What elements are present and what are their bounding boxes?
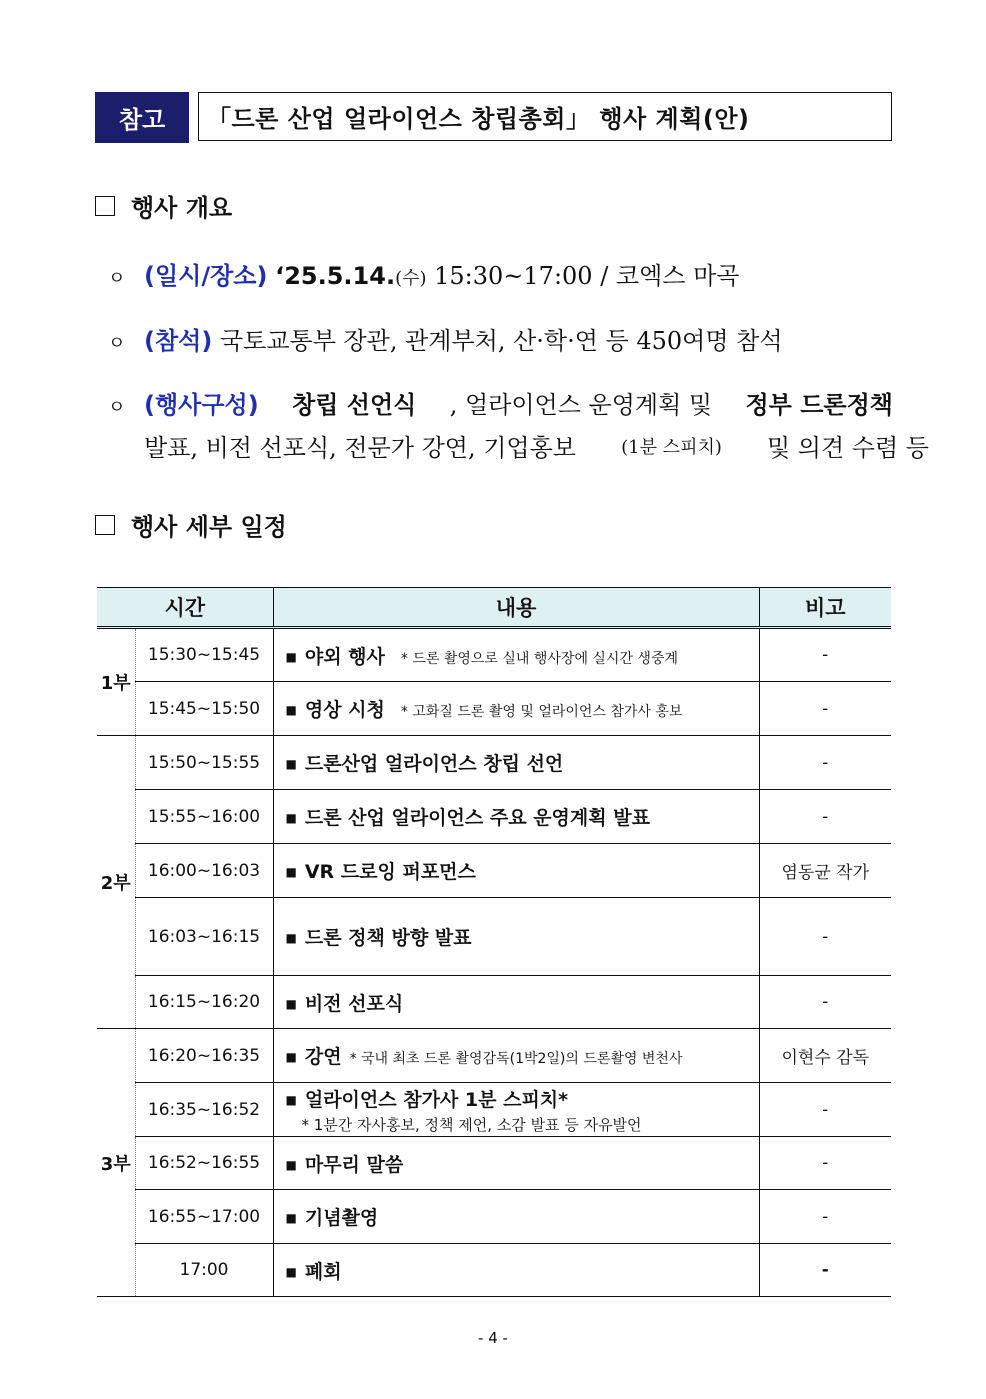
program-line-1 [108, 385, 893, 428]
attend-label: (참석) [144, 327, 213, 355]
section-overview-title: 행사 개요 [131, 194, 233, 222]
item-sub: * 1분간 자사홍보, 정책 제언, 소감 발표 등 자유발언 [301, 1115, 642, 1134]
item-title: 얼라이언스 참가사 1분 스피치* [304, 1088, 569, 1111]
time-cell: 16:52~16:55 [135, 1137, 273, 1190]
content-cell [273, 844, 759, 898]
checkbox-square-icon [95, 515, 115, 535]
content-cell [273, 790, 759, 844]
datetime-label: (일시/장소) [144, 262, 268, 290]
table-row [97, 736, 891, 790]
square-bullet-icon: ■ [285, 649, 297, 664]
time-cell: 15:45~15:50 [135, 682, 273, 736]
note-cell: - [759, 976, 891, 1029]
program-line2-c: 및 의견 수렴 등 [766, 434, 929, 462]
bullet-datetime [108, 256, 739, 299]
square-bullet-icon: ■ [285, 1264, 297, 1279]
program-line2-a: 발표, 비전 선포식, 전문가 강연, 기업홍보 [144, 434, 576, 462]
note-cell: - [759, 1190, 891, 1244]
header-time: 시간 [97, 588, 273, 628]
square-bullet-icon: ■ [285, 931, 297, 945]
content-cell [273, 976, 759, 1029]
reference-tag: 참고 [95, 92, 189, 143]
table-row [97, 976, 891, 1029]
bullet-attend [108, 321, 783, 364]
page-number: - 4 - [478, 1329, 508, 1347]
time-cell: 16:03~16:15 [135, 898, 273, 976]
program-bold-1: 창립 선언식 [292, 391, 417, 419]
note-cell: - [759, 1244, 891, 1297]
table-row [97, 898, 891, 976]
item-sub: * 국내 최초 드론 촬영감독(1박2일)의 드론촬영 변천사 [349, 1051, 683, 1067]
time-cell: 16:55~17:00 [135, 1190, 273, 1244]
square-bullet-icon: ■ [285, 996, 297, 1011]
circle-bullet-icon: ㅇ [108, 333, 126, 354]
time-cell: 16:20~16:35 [135, 1029, 273, 1083]
item-title: 폐회 [304, 1260, 342, 1283]
item-title: 영상 시청 [304, 699, 385, 721]
table-row [97, 682, 891, 736]
program-line2-b: (1분 스피치) [621, 437, 722, 458]
item-sub: * 고화질 드론 촬영 및 얼라이언스 참가사 홍보 [400, 704, 683, 720]
item-sub: * 드론 촬영으로 실내 행사장에 실시간 생중계 [400, 650, 679, 667]
item-title: 드론 정책 방향 발표 [304, 927, 472, 949]
item-title: VR 드로잉 퍼포먼스 [304, 861, 476, 883]
attend-value: 국토교통부 장관, 관계부처, 산·학·연 등 450여명 참석 [219, 327, 783, 355]
table-row [97, 1029, 891, 1083]
note-cell: 이현수 감독 [759, 1029, 891, 1083]
checkbox-square-icon [95, 196, 115, 216]
note-cell: - [759, 682, 891, 736]
content-cell [273, 1244, 759, 1297]
square-bullet-icon: ■ [285, 811, 297, 825]
circle-bullet-icon: ㅇ [108, 268, 126, 289]
header-content: 내용 [273, 588, 759, 628]
section-schedule-title: 행사 세부 일정 [131, 513, 287, 541]
note-cell: - [759, 898, 891, 976]
document-title: 「드론 산업 얼라이언스 창립총회」 행사 계획(안) [198, 92, 892, 141]
datetime-date: ‘25.5.14. [275, 262, 396, 290]
content-cell [273, 736, 759, 790]
square-bullet-icon: ■ [285, 865, 297, 879]
item-title: 드론산업 얼라이언스 창립 선언 [304, 753, 564, 775]
time-cell: 16:15~16:20 [135, 976, 273, 1029]
square-bullet-icon: ■ [285, 1211, 297, 1225]
table-row [97, 1137, 891, 1190]
table-row [97, 1244, 891, 1297]
item-title: 비전 선포식 [304, 992, 404, 1015]
note-cell: - [759, 1137, 891, 1190]
part-label: 2부 [97, 736, 135, 1029]
datetime-weekday: (수) [395, 268, 427, 289]
content-cell [273, 1083, 759, 1137]
program-bold-2: 정부 드론정책 [745, 391, 893, 419]
section-schedule [95, 507, 287, 542]
square-bullet-icon: ■ [285, 1050, 297, 1064]
content-cell [273, 1190, 759, 1244]
schedule-table [97, 587, 891, 1297]
note-cell: - [759, 1083, 891, 1137]
square-bullet-icon: ■ [285, 757, 297, 771]
table-row [97, 628, 891, 682]
note-cell: 염동균 작가 [759, 844, 891, 898]
time-cell: 15:30~15:45 [135, 628, 273, 682]
section-overview [95, 188, 232, 223]
item-title: 야외 행사 [304, 645, 385, 668]
program-line-2 [108, 428, 929, 468]
time-cell: 17:00 [135, 1244, 273, 1297]
item-title: 강연 [304, 1046, 342, 1068]
content-cell [273, 1137, 759, 1190]
note-cell: - [759, 736, 891, 790]
square-bullet-icon: ■ [285, 703, 297, 717]
header-note: 비고 [759, 588, 891, 628]
note-cell: - [759, 628, 891, 682]
part-label: 3부 [97, 1029, 135, 1297]
item-title: 드론 산업 얼라이언스 주요 운영계획 발표 [304, 807, 650, 829]
time-cell: 15:50~15:55 [135, 736, 273, 790]
table-header-row [97, 588, 891, 628]
item-title: 마무리 말씀 [304, 1153, 404, 1176]
content-cell [273, 628, 759, 682]
table-row [97, 844, 891, 898]
content-cell [273, 682, 759, 736]
square-bullet-icon: ■ [285, 1157, 297, 1172]
datetime-rest: 15:30~17:00 / 코엑스 마곡 [426, 262, 740, 290]
program-label: (행사구성) [144, 391, 259, 419]
part-label: 1부 [97, 628, 135, 736]
table-row [97, 1083, 891, 1137]
content-cell [273, 898, 759, 976]
time-cell: 16:35~16:52 [135, 1083, 273, 1137]
bullet-program [108, 385, 929, 468]
time-cell: 15:55~16:00 [135, 790, 273, 844]
item-title: 기념촬영 [304, 1207, 379, 1229]
table-row [97, 1190, 891, 1244]
content-cell [273, 1029, 759, 1083]
time-cell: 16:00~16:03 [135, 844, 273, 898]
square-bullet-icon: ■ [285, 1092, 297, 1107]
note-cell: - [759, 790, 891, 844]
table-row [97, 790, 891, 844]
program-text-1: , 얼라이언스 운영계획 및 [449, 391, 713, 419]
circle-bullet-icon: ㅇ [108, 397, 126, 418]
